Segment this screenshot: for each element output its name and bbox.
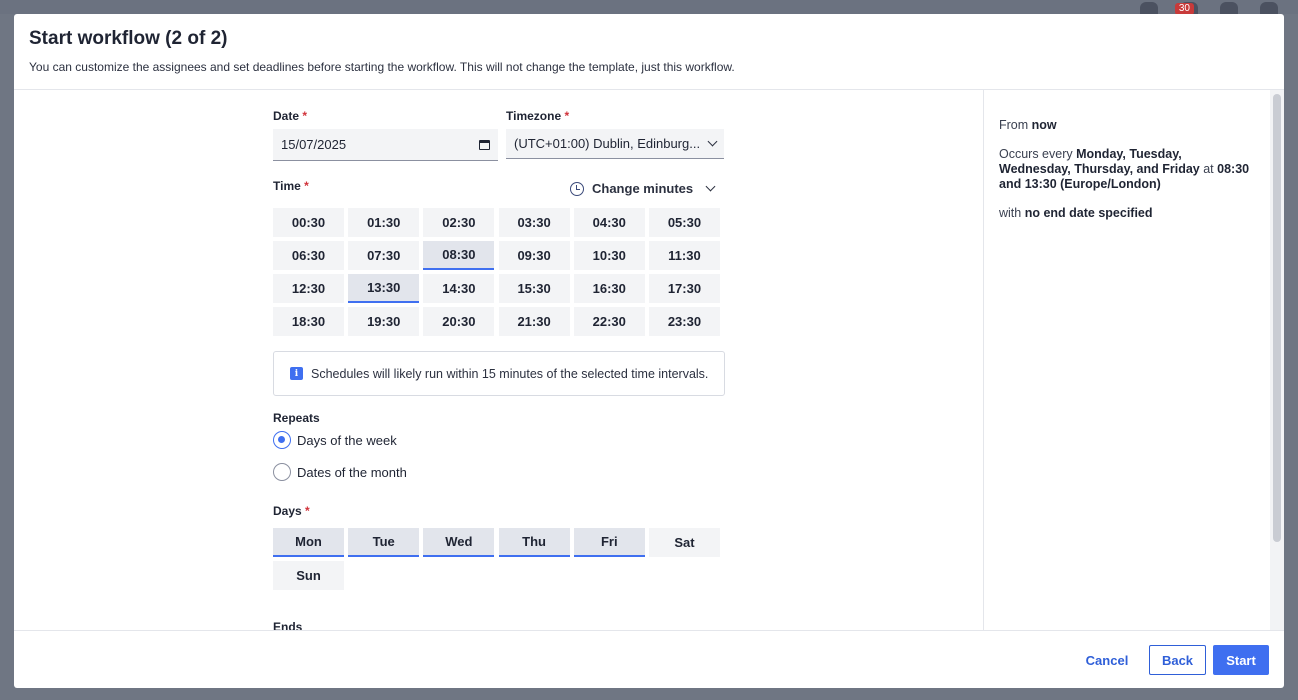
day-option-mon[interactable]: Mon — [273, 528, 344, 557]
summary-occurs: Occurs every Monday, Tuesday, Wednesday, Thursday, and Friday at 08:30 and 13:30 (Europe/London) — [999, 147, 1250, 191]
scrollbar[interactable] — [1270, 90, 1284, 630]
time-option[interactable]: 07:30 — [348, 241, 419, 270]
radio-label: Dates of the month — [297, 464, 407, 480]
modal-subtitle: You can customize the assignees and set deadlines before starting the workflow. This will not change the template, just this workflow. — [29, 60, 735, 74]
chevron-down-icon — [706, 182, 716, 192]
timezone-value: (UTC+01:00) Dublin, Edinburg... — [514, 136, 701, 151]
radio-button[interactable] — [273, 463, 291, 481]
background-icon — [1140, 2, 1158, 14]
info-notice — [273, 351, 725, 396]
time-option[interactable]: 18:30 — [273, 307, 344, 336]
background-icon — [1260, 2, 1278, 14]
clock-icon — [570, 182, 584, 196]
repeats-label: Repeats — [273, 411, 320, 425]
day-option-thu[interactable]: Thu — [499, 528, 570, 557]
time-grid — [273, 208, 720, 336]
start-button[interactable]: Start — [1213, 645, 1269, 675]
time-option[interactable]: 17:30 — [649, 274, 720, 303]
info-text: Schedules will likely run within 15 minutes of the selected time intervals. — [311, 366, 709, 381]
modal-footer — [14, 630, 1284, 688]
date-label: Date * — [273, 109, 308, 123]
radio-button-checked[interactable] — [273, 431, 291, 449]
schedule-summary — [985, 90, 1270, 630]
time-option[interactable]: 11:30 — [649, 241, 720, 270]
background-toolbar — [1140, 2, 1278, 14]
start-workflow-modal — [14, 14, 1284, 688]
time-option[interactable]: 16:30 — [574, 274, 645, 303]
date-value: 15/07/2025 — [281, 137, 347, 152]
app-backdrop — [0, 0, 1298, 14]
time-option[interactable]: 13:30 — [348, 274, 419, 303]
back-button[interactable]: Back — [1149, 645, 1206, 675]
time-option[interactable]: 05:30 — [649, 208, 720, 237]
date-input[interactable] — [273, 129, 498, 161]
days-grid — [273, 528, 720, 590]
chevron-down-icon — [708, 137, 718, 147]
time-label: Time * — [273, 179, 309, 193]
change-minutes-button[interactable] — [570, 181, 714, 196]
time-option[interactable]: 23:30 — [649, 307, 720, 336]
modal-header — [14, 14, 1284, 90]
time-option[interactable]: 20:30 — [423, 307, 494, 336]
time-option[interactable]: 00:30 — [273, 208, 344, 237]
day-option-wed[interactable]: Wed — [423, 528, 494, 557]
schedule-form-panel[interactable] — [14, 90, 984, 630]
time-option[interactable]: 10:30 — [574, 241, 645, 270]
day-option-fri[interactable]: Fri — [574, 528, 645, 557]
time-option[interactable]: 12:30 — [273, 274, 344, 303]
time-option[interactable]: 19:30 — [348, 307, 419, 336]
ends-label: Ends — [273, 620, 303, 630]
background-icon — [1220, 2, 1238, 14]
time-option[interactable]: 21:30 — [499, 307, 570, 336]
radio-days-of-week[interactable] — [273, 431, 397, 449]
days-label: Days * — [273, 504, 310, 518]
time-option[interactable]: 08:30 — [423, 241, 494, 270]
notification-badge: 30 — [1175, 3, 1194, 15]
summary-from: From now — [999, 118, 1057, 132]
time-option[interactable]: 02:30 — [423, 208, 494, 237]
day-option-sun[interactable]: Sun — [273, 561, 344, 590]
scrollbar-thumb[interactable] — [1273, 94, 1281, 542]
modal-body — [14, 90, 1284, 630]
time-option[interactable]: 03:30 — [499, 208, 570, 237]
time-option[interactable]: 06:30 — [273, 241, 344, 270]
day-option-sat[interactable]: Sat — [649, 528, 720, 557]
time-option[interactable]: 14:30 — [423, 274, 494, 303]
modal-title: Start workflow (2 of 2) — [29, 28, 228, 49]
change-minutes-label: Change minutes — [592, 181, 694, 196]
summary-end: with no end date specified — [999, 206, 1153, 220]
cancel-button[interactable]: Cancel — [1085, 652, 1129, 668]
time-option[interactable]: 15:30 — [499, 274, 570, 303]
radio-dates-of-month[interactable] — [273, 463, 407, 481]
time-option[interactable]: 04:30 — [574, 208, 645, 237]
timezone-select[interactable] — [506, 129, 724, 159]
time-option[interactable]: 09:30 — [499, 241, 570, 270]
time-option[interactable]: 01:30 — [348, 208, 419, 237]
calendar-icon[interactable] — [479, 140, 490, 150]
time-option[interactable]: 22:30 — [574, 307, 645, 336]
radio-label: Days of the week — [297, 432, 397, 448]
day-option-tue[interactable]: Tue — [348, 528, 419, 557]
timezone-label: Timezone * — [506, 109, 570, 123]
info-icon: i — [290, 367, 303, 380]
